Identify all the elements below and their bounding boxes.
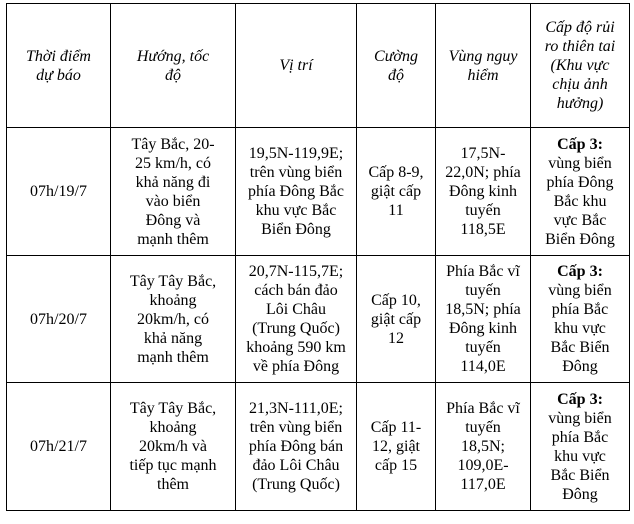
table-header-row	[7, 4, 630, 128]
header-intensity: Cường độ	[357, 4, 436, 128]
cell-position: 20,7N-115,7E; cách bán đảo Lôi Châu (Trung Quốc) khoảng 590 km về phía Đông	[236, 256, 357, 383]
cell-direction: Tây Bắc, 20- 25 km/h, có khả năng đi vào biển Đông và mạnh thêm	[111, 128, 236, 256]
cell-time: 07h/21/7	[7, 383, 111, 511]
table-row	[7, 383, 630, 511]
forecast-table	[6, 3, 630, 511]
cell-danger-zone: 17,5N- 22,0N; phía Đông kinh tuyến 118,5E	[436, 128, 531, 256]
cell-risk	[531, 256, 630, 383]
table-row	[7, 256, 630, 383]
risk-level-label: Cấp 3:	[557, 135, 603, 153]
risk-area-text: vùng biển phía Đông Bắc khu vực Bắc Biển Đông	[545, 154, 615, 248]
risk-area-text: vùng biển phía Bắc khu vực Bắc Biển Đông	[548, 409, 612, 503]
header-forecast-time: Thời điểm dự báo	[7, 4, 111, 128]
cell-time: 07h/19/7	[7, 128, 111, 256]
cell-danger-zone: Phía Bắc vĩ tuyến 18,5N; phía Đông kinh tuyến 114,0E	[436, 256, 531, 383]
cell-danger-zone: Phía Bắc vĩ tuyến 18,5N; 109,0E- 117,0E	[436, 383, 531, 511]
cell-intensity: Cấp 8-9, giật cấp 11	[357, 128, 436, 256]
cell-risk	[531, 383, 630, 511]
cell-position: 19,5N-119,9E; trên vùng biển phía Đông Bắc khu vực Bắc Biển Đông	[236, 128, 357, 256]
table-row	[7, 128, 630, 256]
cell-intensity: Cấp 10, giật cấp 12	[357, 256, 436, 383]
header-risk-level: Cấp độ rủi ro thiên tai (Khu vực chịu ảnh hưởng)	[531, 4, 630, 128]
cell-time: 07h/20/7	[7, 256, 111, 383]
header-position: Vị trí	[236, 4, 357, 128]
header-danger-zone: Vùng nguy hiểm	[436, 4, 531, 128]
cell-direction: Tây Tây Bắc, khoảng 20km/h và tiếp tục mạnh thêm	[111, 383, 236, 511]
header-direction-speed: Hướng, tốc độ	[111, 4, 236, 128]
risk-level-label: Cấp 3:	[557, 263, 603, 280]
risk-level-label: Cấp 3:	[557, 390, 603, 408]
cell-intensity: Cấp 11- 12, giật cấp 15	[357, 383, 436, 511]
cell-position: 21,3N-111,0E; trên vùng biển phía Đông bán đảo Lôi Châu (Trung Quốc)	[236, 383, 357, 511]
cell-direction: Tây Tây Bắc, khoảng 20km/h, có khả năng mạnh thêm	[111, 256, 236, 383]
cell-risk	[531, 128, 630, 256]
risk-area-text: vùng biển phía Bắc khu vực Bắc Biển Đông	[548, 282, 612, 375]
